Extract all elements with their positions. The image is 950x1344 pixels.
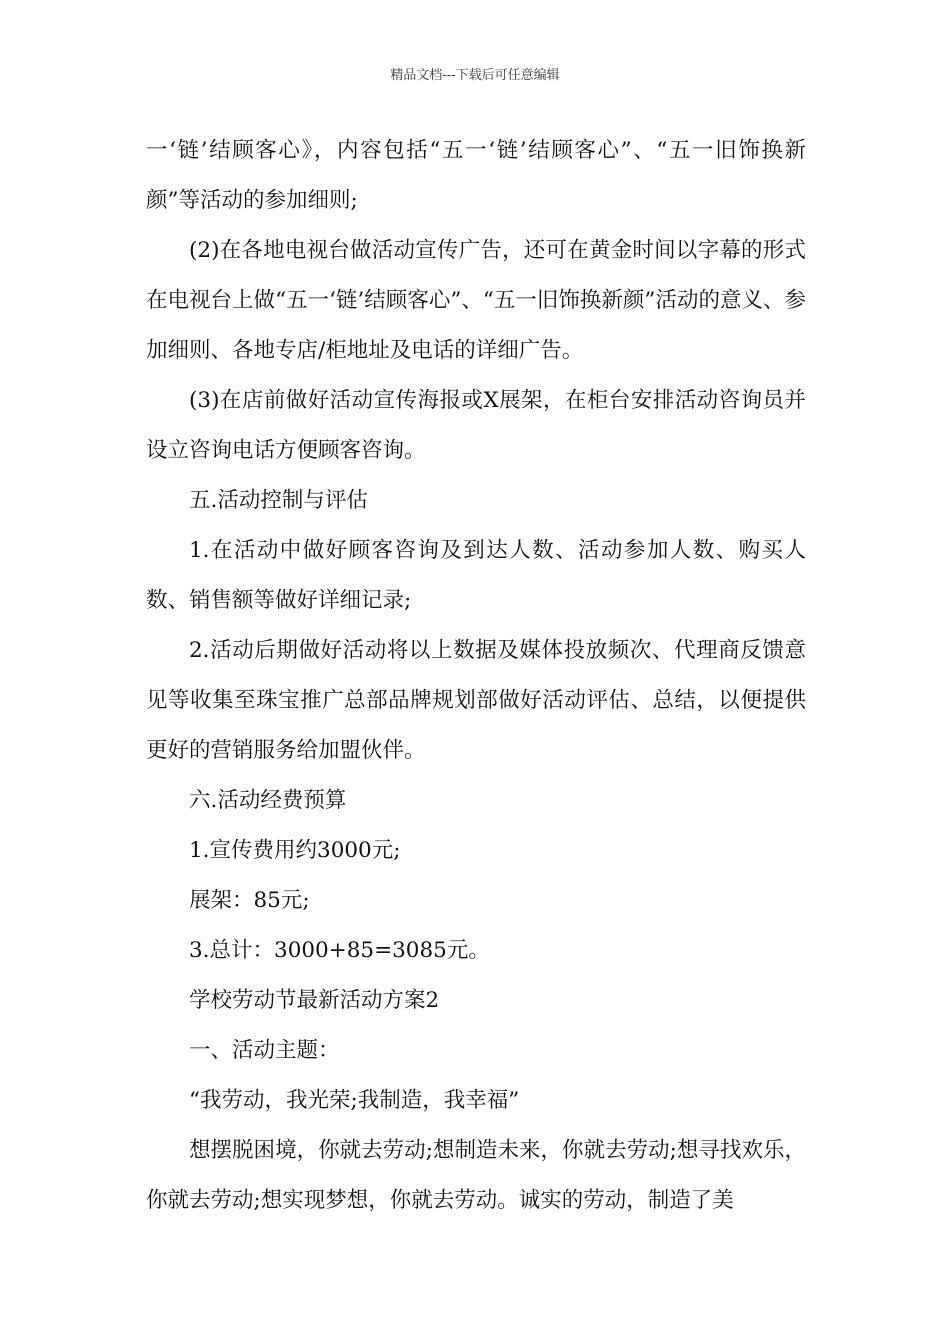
theme-slogan: “我劳动，我光荣;我制造，我幸福” (189, 1088, 520, 1113)
paragraph-5: 1.在活动中做好顾客咨询及到达人数、活动参加人数、购买人数、销售额等做好详细记录; (146, 538, 806, 613)
paragraph-6: 2.活动后期做好活动将以上数据及媒体投放频次、代理商反馈意见等收集至珠宝推广总部品牌规划部做好活动评估、总结，以便提供更好的营销服务给加盟伙伴。 (146, 638, 806, 763)
section-heading-theme: 一、活动主题： (189, 1038, 340, 1063)
section-heading-6: 六.活动经费预算 (189, 788, 347, 813)
budget-item-1: 1.宣传费用约3000元; (189, 838, 401, 863)
page-header: 精品文档---下载后可任意编辑 (390, 68, 560, 83)
budget-total: 3.总计：3000+85=3085元。 (189, 938, 490, 963)
section-heading-5: 五.活动控制与评估 (189, 488, 368, 513)
paragraph-3: (3)在店前做好活动宣传海报或X展架，在柜台安排活动咨询员并设立咨询电话方便顾客咨询。 (146, 388, 806, 463)
plan-title: 学校劳动节最新活动方案2 (189, 988, 440, 1013)
paragraph-1: 一‘链’结顾客心》，内容包括“五一‘链’结顾客心”、“五一旧饰换新颜”等活动的参加细则; (146, 138, 806, 213)
paragraph-2: (2)在各地电视台做活动宣传广告，还可在黄金时间以字幕的形式在电视台上做“五一‘链’结顾客心”、“五一旧饰换新颜”活动的意义、参加细则、各地专店/柜地址及电话的详细广告。 (146, 238, 806, 363)
paragraph-14: 想摆脱困境，你就去劳动;想制造未来，你就去劳动;想寻找欢乐，你就去劳动;想实现梦想，你就去劳动。诚实的劳动，制造了美 (146, 1138, 806, 1213)
document-body (146, 126, 806, 1226)
budget-item-2: 展架：85元; (189, 888, 310, 913)
